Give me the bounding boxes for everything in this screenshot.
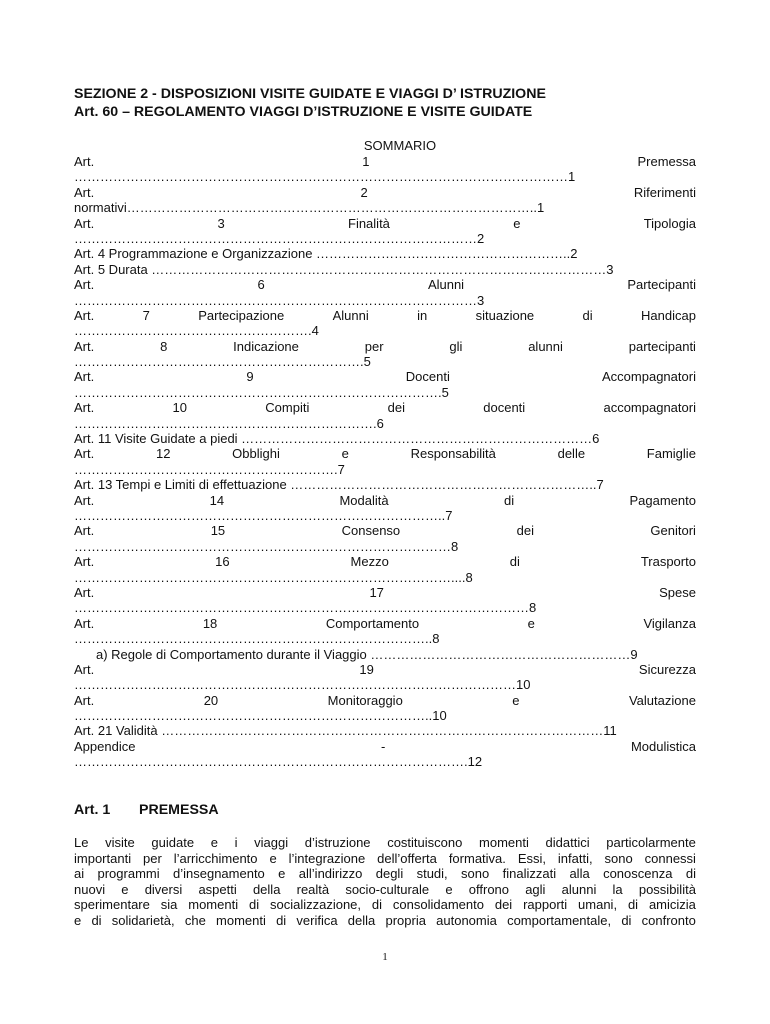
body-word: conoscenza [603, 866, 673, 882]
body-word: visite [105, 835, 135, 850]
toc-word: …………………………………………………………………………………3 [74, 292, 485, 308]
toc-word: Trasporto [640, 554, 696, 570]
body-line [74, 851, 696, 867]
toc-word: Sicurezza [638, 661, 696, 677]
toc-line [74, 462, 696, 477]
toc-word: ……………………………………………………………………………8 [74, 538, 459, 554]
toc-word: …………………………………………………………………………..7 [74, 507, 453, 523]
toc-line [74, 277, 696, 292]
toc-word: ……………………………………………………………………………....8 [74, 569, 473, 585]
body-word: rapporti [523, 897, 568, 913]
body-word: dell’offerta [377, 850, 437, 866]
body-word: studi, [416, 866, 448, 882]
body-word: di [627, 897, 639, 913]
body-word: umani, [578, 897, 618, 913]
body-word: all’indirizzo [298, 866, 363, 882]
toc-word: Famiglie [646, 446, 696, 462]
toc-line [74, 616, 696, 631]
toc-word: Modulistica [630, 738, 696, 754]
toc-word: situazione [475, 307, 535, 323]
toc-line [74, 400, 696, 415]
toc-line [74, 262, 696, 277]
body-word: i [234, 835, 238, 850]
toc-word: Consenso [341, 523, 401, 539]
body-word: momenti [479, 835, 529, 850]
toc-line [74, 693, 696, 708]
body-word: importanti [74, 850, 132, 866]
toc-word: 19 [359, 661, 374, 677]
toc-word: in [417, 307, 428, 323]
body-word: l’integrazione [288, 850, 366, 866]
body-word: di [371, 897, 383, 913]
body-word: autonomia [436, 912, 497, 928]
toc-word: Mezzo [350, 554, 389, 570]
body-word: Le [74, 835, 89, 850]
toc-word: 12 [155, 446, 171, 462]
toc-word: docenti [483, 400, 526, 416]
toc-line [74, 508, 696, 523]
toc-word: Partecipazione [198, 307, 285, 323]
toc-word: Responsabilità [410, 446, 496, 462]
body-line [74, 835, 696, 851]
toc-word: 20 [203, 692, 219, 708]
body-word: che [184, 912, 206, 928]
body-word: socializzazione, [269, 897, 362, 913]
toc-word: 3 [217, 215, 225, 231]
toc-word: Art. 13 Tempi e Limiti di effettuazione ……………………………………………………………..7 [74, 477, 604, 493]
toc-line [74, 739, 696, 754]
toc-word: Monitoraggio [327, 692, 403, 708]
body-word: momenti [216, 912, 266, 928]
toc-line [74, 647, 696, 662]
toc-word: 10 [172, 400, 187, 416]
article-number: Art. 1 [74, 802, 111, 818]
toc-line [74, 677, 696, 692]
toc-word: 9 [246, 369, 254, 385]
body-word: d’istruzione [304, 835, 371, 850]
toc-line [74, 708, 696, 723]
toc-word: dei [516, 523, 534, 539]
body-word: della [252, 881, 281, 897]
toc-word: Vigilanza [643, 615, 696, 631]
toc-line [74, 662, 696, 677]
table-of-contents [74, 154, 696, 770]
page-number: 1 [382, 951, 388, 963]
body-word: possibilità [638, 881, 696, 897]
body-word: didattici [545, 835, 590, 850]
toc-word: Art. [74, 154, 95, 169]
body-word: amicizia [648, 897, 696, 913]
toc-line [74, 216, 696, 231]
body-word: solidarietà, [111, 912, 175, 928]
toc-line [74, 600, 696, 615]
toc-word: Handicap [641, 307, 696, 323]
body-word: e [74, 912, 82, 928]
toc-word: e [527, 615, 535, 631]
toc-word: Art. [74, 307, 95, 323]
toc-word: Art. [74, 184, 95, 200]
toc-line [74, 585, 696, 600]
body-word: sono [461, 866, 490, 882]
toc-word: delle [557, 446, 586, 462]
body-word: momenti [188, 897, 239, 913]
toc-word: 14 [209, 492, 225, 508]
toc-word: 18 [202, 615, 218, 631]
body-word: confronto [641, 912, 696, 928]
toc-word: - [381, 738, 386, 754]
body-word: per [143, 850, 162, 866]
toc-line [74, 169, 696, 184]
toc-line [74, 523, 696, 538]
body-word: consolidamento [392, 897, 484, 913]
toc-line [74, 185, 696, 200]
toc-word: Art. 4 Programmazione e Organizzazione …………………………………………………..2 [74, 246, 578, 262]
toc-word: Tipologia [643, 215, 696, 231]
body-word: l’arricchimento [173, 850, 258, 866]
toc-word: Art. 5 Durata ……………………………………………………………………………………………3 [74, 261, 614, 277]
toc-word: Art. [74, 584, 95, 600]
toc-line [74, 154, 696, 169]
body-word: costituiscono [387, 835, 463, 850]
toc-word: Art. [74, 492, 95, 508]
toc-word: ………………………………………………………….5 [74, 354, 371, 370]
toc-word: Finalità [348, 215, 390, 231]
body-word: di [248, 897, 260, 913]
toc-word: 7 [142, 307, 150, 323]
article-heading [74, 802, 219, 818]
toc-word: dei [387, 400, 405, 416]
toc-word: Accompagnatori [602, 369, 696, 385]
toc-word: per [364, 338, 384, 354]
toc-word: alunni [528, 338, 563, 354]
toc-word: Riferimenti [633, 184, 696, 200]
body-word: la [612, 881, 623, 897]
toc-line [74, 539, 696, 554]
body-word: nuovi [74, 881, 106, 897]
body-word: propria [385, 912, 426, 928]
toc-word: gli [449, 338, 463, 354]
toc-word: 1 [362, 154, 370, 169]
toc-word: accompagnatori [603, 400, 696, 416]
toc-line [74, 431, 696, 446]
toc-word: Art. [74, 400, 95, 416]
article-heading-title: PREMESSA [139, 802, 219, 818]
toc-word: Premessa [637, 154, 696, 169]
toc-line [74, 293, 696, 308]
body-word: viaggi [254, 835, 289, 850]
article-body [74, 835, 696, 929]
toc-word: ……………………………………………………………………………….12 [74, 754, 483, 770]
toc-line [74, 369, 696, 384]
body-word: e [121, 881, 129, 897]
toc-word: ……………………………………………….4 [74, 323, 319, 339]
toc-word: Comportamento [325, 615, 420, 631]
toc-line [74, 231, 696, 246]
toc-word: 2 [360, 184, 368, 200]
toc-word: Pagamento [629, 492, 696, 508]
body-word: di [685, 866, 696, 882]
toc-word: a) Regole di Comportamento durante il Viaggio ……………………………………………………9 [96, 646, 638, 662]
toc-line [74, 754, 696, 769]
toc-line [74, 570, 696, 585]
toc-word: Art. 21 Validità …………………………………………………………………………………………11 [74, 723, 617, 739]
body-word: particolarmente [606, 835, 696, 850]
toc-word: Indicazione [233, 338, 299, 354]
toc-word: 16 [215, 554, 230, 570]
toc-word: Art. [74, 692, 95, 708]
toc-line [74, 723, 696, 738]
body-word: sperimentare [74, 897, 150, 913]
toc-word: …………………………………………………………….6 [74, 415, 384, 431]
body-word: diversi [144, 881, 183, 897]
body-word: di [91, 912, 102, 928]
toc-word: Alunni [332, 307, 369, 323]
body-word: verifica [296, 912, 338, 928]
toc-word: di [509, 554, 520, 570]
toc-word: Valutazione [628, 692, 696, 708]
toc-word: Art. [74, 661, 95, 677]
toc-word: …………………………………………………….7 [74, 461, 345, 477]
toc-word: Partecipanti [627, 277, 696, 293]
toc-word: Alunni [427, 277, 465, 293]
toc-word: Art. [74, 338, 95, 354]
body-word: d’insegnamento [173, 866, 265, 882]
body-word: socio-culturale [345, 881, 430, 897]
toc-word: Modalità [339, 492, 389, 508]
toc-word: e [341, 446, 349, 462]
toc-word: ………………………………………………………………………..10 [74, 708, 447, 724]
body-word: dei [494, 897, 513, 913]
body-word: infatti, [557, 850, 593, 866]
toc-word: di [582, 307, 593, 323]
body-word: e [269, 850, 277, 866]
toc-line [74, 246, 696, 261]
toc-word: Art. [74, 523, 95, 539]
body-word: agli [525, 881, 546, 897]
toc-word: 6 [257, 277, 265, 293]
body-word: della [347, 912, 376, 928]
toc-line [74, 323, 696, 338]
body-word: sono [604, 850, 633, 866]
toc-word: Art. [74, 215, 95, 231]
toc-word: 17 [369, 584, 384, 600]
toc-line [74, 339, 696, 354]
toc-line [74, 493, 696, 508]
body-line [74, 913, 696, 929]
toc-line [74, 554, 696, 569]
body-line [74, 897, 696, 913]
toc-line [74, 200, 696, 215]
body-word: aspetti [198, 881, 237, 897]
body-word: degli [375, 866, 404, 882]
toc-word: Appendice [74, 738, 136, 754]
body-word: offrono [468, 881, 510, 897]
body-word: e [210, 835, 218, 850]
body-word: e [445, 881, 453, 897]
toc-word: Spese [659, 584, 696, 600]
toc-word: Art. 11 Visite Guidate a piedi ………………………………………………………………………6 [74, 431, 600, 447]
body-word: guidate [151, 835, 195, 850]
toc-line [74, 354, 696, 369]
toc-title: SOMMARIO [363, 138, 437, 153]
toc-line [74, 308, 696, 323]
toc-word: Art. [74, 446, 95, 462]
body-line [74, 866, 696, 882]
body-word: di [621, 912, 632, 928]
toc-word: ……………………………………………………………………………………………8 [74, 600, 537, 616]
toc-line [74, 631, 696, 646]
body-word: realtà [296, 881, 330, 897]
body-word: ai [74, 866, 85, 882]
toc-word: Obblighi [232, 446, 280, 462]
toc-word: ………………………………………………………………………….5 [74, 384, 449, 400]
toc-word: Docenti [405, 369, 450, 385]
body-word: Essi, [517, 850, 546, 866]
toc-line [74, 446, 696, 461]
toc-word: …………………………………………………………………………………………10 [74, 677, 531, 693]
body-line [74, 882, 696, 898]
toc-word: e [512, 692, 520, 708]
body-word: e [278, 866, 286, 882]
toc-line [74, 385, 696, 400]
toc-word: ………………………………………………………………………..8 [74, 631, 440, 647]
toc-word: normativi…………………………………………………………………………………..1 [74, 200, 545, 216]
toc-word: Art. [74, 369, 95, 385]
body-word: di [276, 912, 287, 928]
toc-word: partecipanti [628, 338, 696, 354]
toc-word: Art. [74, 554, 95, 570]
toc-word: …………………………………………………………………………………2 [74, 230, 485, 246]
article-title: Art. 60 – REGOLAMENTO VIAGGI D’ISTRUZIONE E VISITE GUIDATE [74, 104, 533, 120]
toc-word: Art. [74, 615, 95, 631]
body-word: comportamentale, [507, 912, 612, 928]
body-word: formativa. [448, 850, 506, 866]
body-word: sia [160, 897, 178, 913]
toc-word: 8 [160, 338, 168, 354]
toc-word: Art. [74, 277, 95, 293]
toc-word: Genitori [650, 523, 696, 539]
toc-word: di [503, 492, 515, 508]
toc-word: ……………………………………………………………………………………………………1 [74, 169, 576, 185]
toc-line [74, 416, 696, 431]
toc-word: 15 [210, 523, 226, 539]
toc-line [74, 477, 696, 492]
body-word: connessi [644, 850, 696, 866]
body-word: alla [569, 866, 590, 882]
section-title: SEZIONE 2 - DISPOSIZIONI VISITE GUIDATE E VIAGGI D’ ISTRUZIONE [74, 86, 546, 102]
body-word: alunni [561, 881, 597, 897]
body-word: programmi [97, 866, 160, 882]
toc-word: Compiti [265, 400, 310, 416]
body-word: finalizzati [502, 866, 557, 882]
toc-word: e [513, 215, 521, 231]
